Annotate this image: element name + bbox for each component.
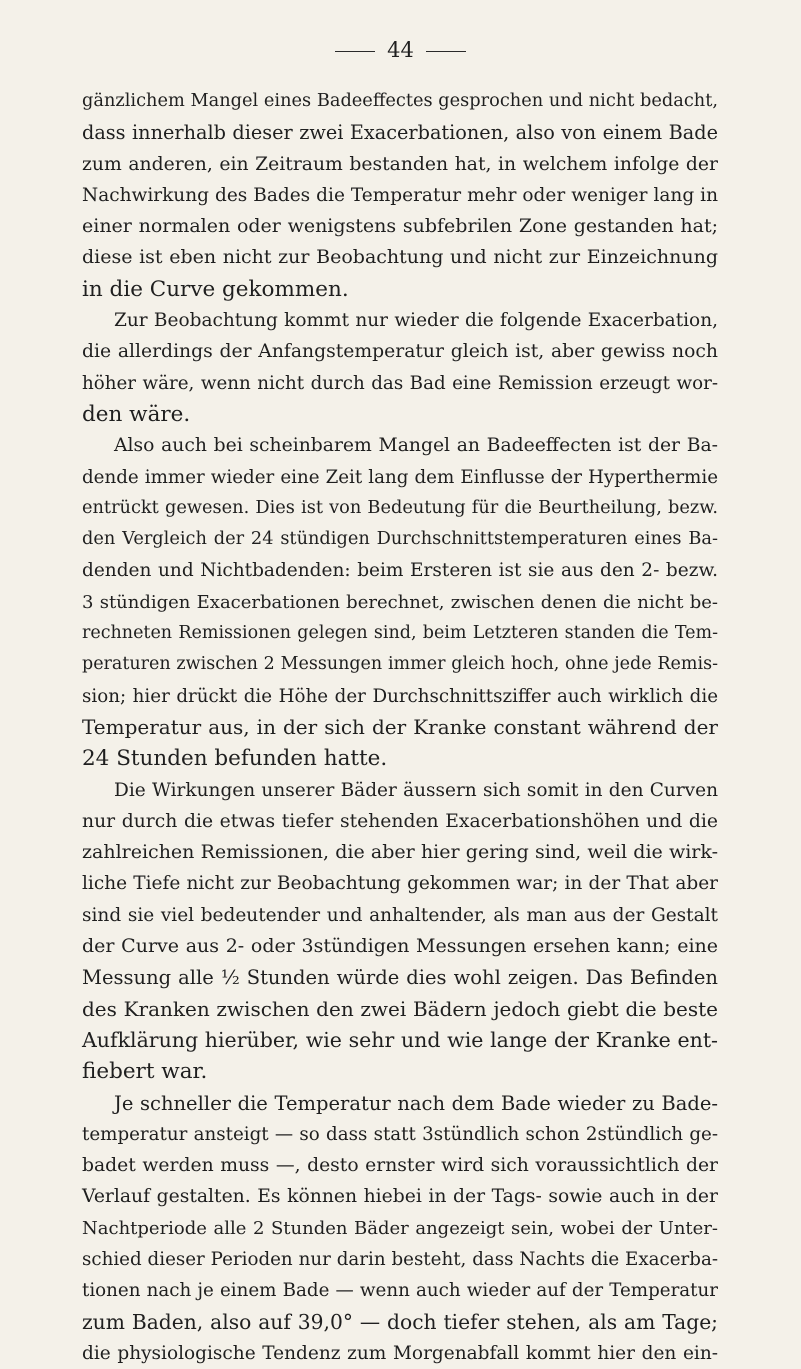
- text-line: peraturen zwischen 2 Messungen immer gleich hoch, ohne jede Remis-: [82, 654, 718, 675]
- text-line: zum Baden, also auf 39,0° — doch tiefer stehen, als am Tage;: [82, 1309, 718, 1334]
- text-line: 24 Stunden befunden hatte.: [82, 746, 388, 772]
- text-line: dende immer wieder eine Zeit lang dem Einflusse der Hyperthermie: [82, 466, 718, 488]
- text-line: Temperatur aus, in der sich der Kranke constant während der: [82, 714, 718, 739]
- text-line: zum anderen, ein Zeitraum bestanden hat, in welchem infolge der: [82, 153, 718, 175]
- text-line: des Kranken zwischen den zwei Bädern jedoch giebt die beste: [82, 996, 718, 1021]
- text-line: den Vergleich der 24 stündigen Durchschnittstemperaturen eines Ba-: [82, 529, 718, 550]
- text-line: Nachtperiode alle 2 Stunden Bäder angezeigt sein, wobei der Unter-: [82, 1217, 718, 1239]
- text-line: Messung alle ½ Stunden würde dies wohl zeigen. Das Befinden: [82, 966, 718, 990]
- text-line: denden und Nichtbadenden: beim Ersteren ist sie aus den 2- bezw.: [82, 560, 718, 582]
- text-line: in die Curve gekommen.: [82, 276, 349, 302]
- text-line: Je schneller die Temperatur nach dem Bade wieder zu Bade-: [114, 1091, 718, 1115]
- text-line: sind sie viel bedeutender und anhaltender, als man aus der Gestalt: [82, 904, 718, 926]
- text-line: zahlreichen Remissionen, die aber hier gering sind, weil die wirk-: [82, 841, 718, 864]
- text-line: diese ist eben nicht zur Beobachtung und nicht zur Einzeichnung: [82, 246, 718, 269]
- header-dash-right: [426, 51, 466, 52]
- text-line: liche Tiefe nicht zur Beobachtung gekommen war; in der That aber: [82, 873, 718, 895]
- text-line: dass innerhalb dieser zwei Exacerbationen, also von einem Bade: [82, 121, 718, 145]
- text-line: temperatur ansteigt — so dass statt 3stündlich schon 2stündlich ge-: [82, 1123, 718, 1145]
- text-line: fiebert war.: [82, 1059, 208, 1085]
- header-dash-left: [335, 51, 375, 52]
- text-line: der Curve aus 2- oder 3stündigen Messungen ersehen kann; eine: [82, 935, 718, 958]
- text-line: die physiologische Tendenz zum Morgenabfall kommt hier den ein-: [82, 1342, 718, 1364]
- text-line: Also auch bei scheinbarem Mangel an Badeeffecten ist der Ba-: [114, 435, 718, 457]
- text-line: höher wäre, wenn nicht durch das Bad eine Remission erzeugt wor-: [82, 372, 718, 394]
- text-line: badet werden muss —, desto ernster wird sich voraussichtlich der: [82, 1155, 718, 1177]
- text-line: den wäre.: [82, 401, 191, 427]
- text-line: schied dieser Perioden nur darin besteht, dass Nachts die Exacerba-: [82, 1248, 718, 1270]
- text-line: Aufklärung hierüber, wie sehr und wie lange der Kranke ent-: [82, 1027, 718, 1052]
- page-header: [0, 38, 801, 62]
- text-line: Nachwirkung des Bades die Temperatur mehr oder weniger lang in: [82, 184, 718, 206]
- text-line: tionen nach je einem Bade — wenn auch wieder auf der Temperatur: [82, 1280, 718, 1302]
- text-line: gänzlichem Mangel eines Badeeffectes gesprochen und nicht bedacht,: [82, 91, 718, 111]
- text-line: entrückt gewesen. Dies ist von Bedeutung für die Beurtheilung, bezw.: [82, 497, 718, 518]
- text-line: 3 stündigen Exacerbationen berechnet, zwischen denen die nicht be-: [82, 591, 718, 613]
- body-text: [82, 86, 718, 1369]
- text-line: sion; hier drückt die Höhe der Durchschnittsziffer auch wirklich die: [82, 685, 718, 707]
- text-line: Die Wirkungen unserer Bäder äussern sich somit in den Curven: [114, 779, 718, 801]
- page-number: 44: [387, 38, 414, 62]
- text-line: rechneten Remissionen gelegen sind, beim Letzteren standen die Tem-: [82, 623, 718, 644]
- text-line: nur durch die etwas tiefer stehenden Exacerbationshöhen und die: [82, 810, 718, 832]
- text-line: Verlauf gestalten. Es können hiebei in der Tags- sowie auch in der: [82, 1186, 718, 1208]
- text-line: die allerdings der Anfangstemperatur gleich ist, aber gewiss noch: [82, 341, 718, 363]
- text-line: einer normalen oder wenigstens subfebrilen Zone gestanden hat;: [82, 215, 718, 238]
- text-line: Zur Beobachtung kommt nur wieder die folgende Exacerbation,: [114, 310, 718, 332]
